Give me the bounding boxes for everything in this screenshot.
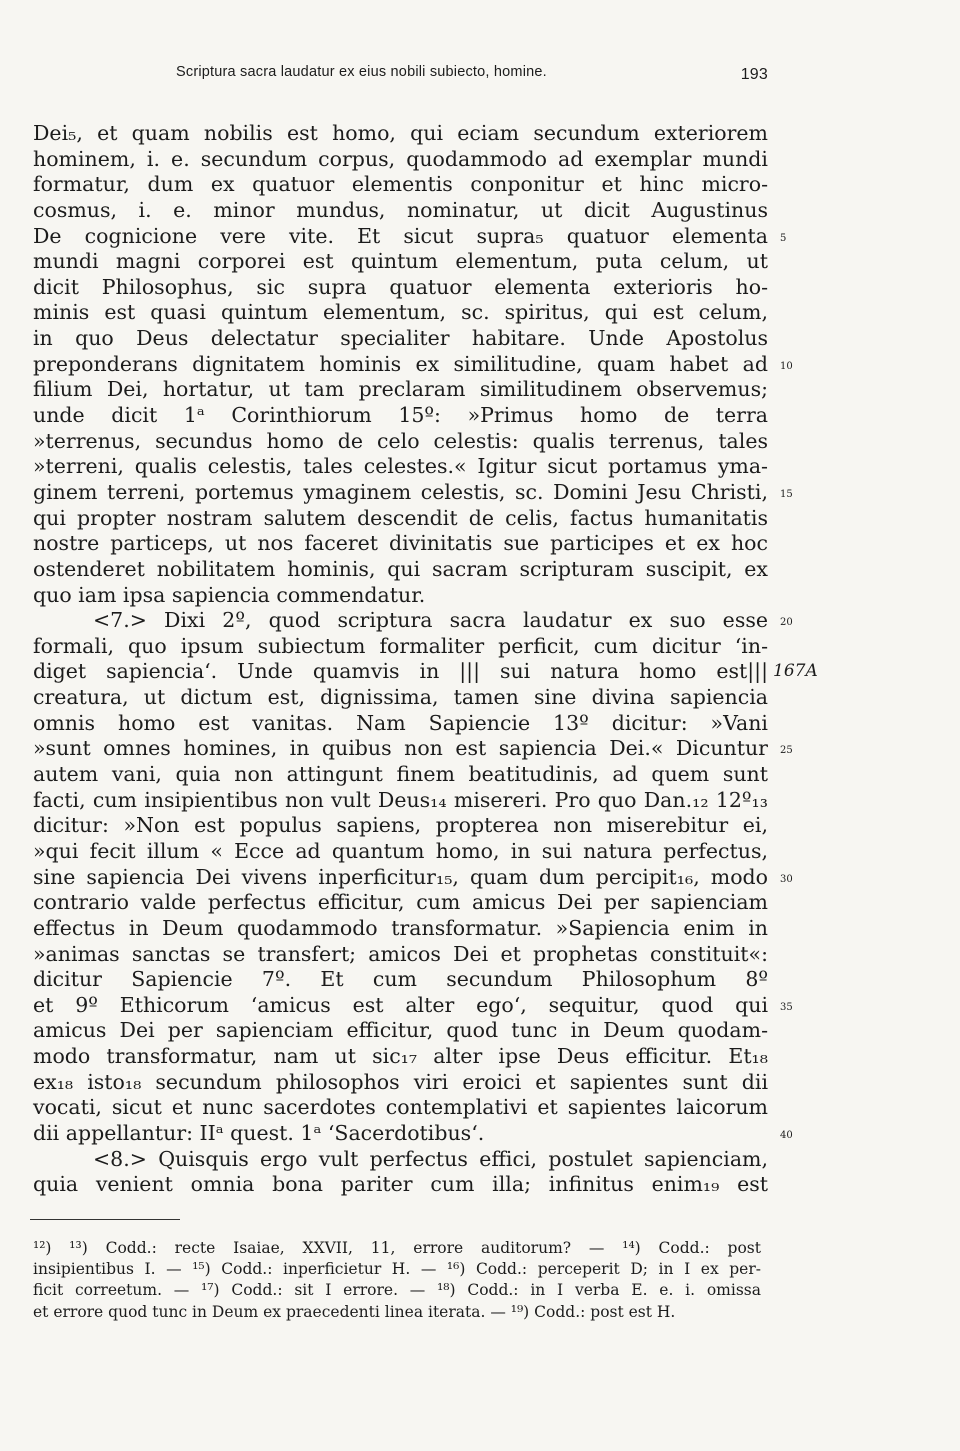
- text-line-content: dicit Philosophus, sic supra quatuor elementa exterioris ho-: [33, 274, 768, 299]
- text-line: [33, 942, 768, 968]
- text-line-content: mundi magni corporei est quintum elementum, puta celum, ut: [33, 249, 768, 274]
- text-line: [33, 198, 768, 224]
- folio-reference: 167A: [773, 661, 818, 682]
- text-line: [33, 147, 768, 173]
- text-line-content: <8.> Quisquis ergo vult perfectus effici, postulet sapienciam,: [93, 1146, 768, 1171]
- text-line-content: amicus Dei per sapienciam efficitur, quod tunc in Deum quodam-: [33, 1018, 768, 1043]
- text-line-content: cosmus, i. e. minor mundus, nominatur, ut dicit Augustinus: [33, 197, 768, 222]
- running-head: [176, 64, 768, 83]
- text-line-content: dii appellantur: IIᵃ quest. 1ᵃ ‘Sacerdotibus‘.: [33, 1120, 485, 1145]
- text-line-content: quo iam ipsa sapiencia commendatur.: [33, 582, 426, 607]
- text-line-content: qui propter nostram salutem descendit de celis, factus humanitatis: [33, 505, 768, 530]
- text-line-content: »sunt omnes homines, in quibus non est sapiencia Dei.« Dicuntur: [33, 736, 768, 761]
- text-line: [33, 506, 768, 532]
- text-line-content: Dei₅, et quam nobilis est homo, qui eciam secundum exteriorem: [33, 121, 768, 145]
- page-number: 193: [740, 66, 768, 83]
- text-line-content: quia venient omnia bona pariter cum illa; infinitus enim₁₉ est: [33, 1172, 768, 1197]
- text-line-content: »terrenus, secundus homo de celo celestis: qualis terrenus, tales: [33, 428, 768, 453]
- text-line-content: <7.> Dixi 2º, quod scriptura sacra laudatur ex suo esse: [93, 608, 768, 633]
- text-line: [33, 223, 787, 250]
- text-line-content: et 9º Ethicorum ‘amicus est alter ego‘, sequitur, quod qui: [33, 992, 768, 1017]
- text-line-content: ostenderet nobilitatem hominis, qui sacram scripturam suscipit, ex: [33, 556, 768, 581]
- text-line: [33, 121, 768, 147]
- text-line-content: hominem, i. e. secundum corpus, quodammodo ad exemplar mundi: [33, 146, 768, 171]
- text-line-content: »qui fecit illum « Ecce ad quantum homo, in sui natura perfectus,: [33, 838, 768, 863]
- text-line-content: dicitur: »Non est populus sapiens, propterea non miserebitur ei,: [33, 813, 768, 838]
- text-line-content: »animas sanctas se transfert; amicos Dei et prophetas constituit«:: [33, 941, 768, 966]
- text-line-content: unde dicit 1ᵃ Corinthiorum 15º: »Primus homo de terra: [33, 403, 768, 428]
- text-line-content: contrario valde perfectus efficitur, cum amicus Dei per sapienciam: [33, 890, 768, 915]
- text-line: [33, 659, 818, 685]
- line-number: 25: [780, 745, 793, 757]
- text-line: [33, 711, 768, 737]
- line-number: 40: [780, 1129, 793, 1141]
- text-line: [33, 403, 768, 429]
- running-head-title: Scriptura sacra laudatur ex eius nobili subiecto, homine.: [176, 64, 547, 80]
- text-line: [33, 916, 768, 942]
- footnote-line: et errore quod tunc in Deum ex praecedenti linea iterata. — ¹⁹) Codd.: post est H.: [33, 1302, 676, 1321]
- text-line-content: vocati, sicut et nunc sacerdotes contemplativi et sapientes laicorum: [33, 1095, 768, 1120]
- body-text: [33, 121, 818, 1198]
- text-line-content: nostre particeps, ut nos faceret divinitatis sue participes et ex hoc: [33, 531, 768, 556]
- text-line: [33, 839, 768, 865]
- text-line: [33, 557, 768, 583]
- text-line-content: modo transformatur, nam ut sic₁₇ alter ipse Deus efficitur. Et₁₈: [33, 1044, 768, 1069]
- text-line: [33, 890, 768, 916]
- text-line-content: in quo Deus delectatur specialiter habitare. Unde Apostolus: [33, 326, 768, 351]
- text-line: [33, 736, 793, 762]
- text-line: [33, 172, 768, 198]
- text-line-content: ginem terreni, portemus ymaginem celestis, sc. Domini Jesu Christi,: [33, 479, 768, 504]
- text-line-content: dicitur Sapiencie 7º. Et cum secundum Philosophum 8º: [33, 967, 768, 992]
- text-line: [33, 454, 768, 480]
- text-line-content: De cognicione vere vite. Et sicut supra₅ quatuor elementa: [33, 223, 768, 248]
- text-line: [33, 583, 768, 609]
- text-line: [33, 300, 768, 326]
- text-line: [33, 864, 793, 891]
- footnote-line: ficit correetum. — ¹⁷) Codd.: sit I errore. — ¹⁸) Codd.: in I verba E. e. i. omissa: [33, 1281, 761, 1300]
- text-line: [33, 788, 768, 814]
- footnote-line: ¹²) ¹³) Codd.: recte Isaiae, XXVII, 11, errore auditorum? — ¹⁴) Codd.: post: [33, 1239, 761, 1257]
- text-line-content: creatura, ut dictum est, dignissima, tamen sine divina sapiencia: [33, 685, 768, 710]
- text-line-content: preponderans dignitatem hominis ex similitudine, quam habet ad: [33, 351, 768, 376]
- text-line: [33, 1018, 768, 1044]
- text-line: [33, 249, 768, 275]
- text-line: [33, 608, 793, 634]
- text-line-content: »terreni, qualis celestis, tales celestes.« Igitur sicut portamus yma-: [33, 454, 768, 479]
- text-line: [33, 531, 768, 557]
- text-line: [33, 1044, 768, 1070]
- line-number: 20: [780, 617, 793, 629]
- text-line: [33, 1095, 768, 1121]
- text-line: [33, 1172, 768, 1198]
- text-line-content: facti, cum insipientibus non vult Deus₁₄ misereri. Pro quo Dan.₁₂ 12º₁₃: [33, 787, 768, 812]
- line-number: 10: [780, 360, 793, 372]
- text-line: [33, 967, 768, 993]
- footnotes: [33, 1238, 761, 1323]
- line-number: 35: [780, 1001, 793, 1013]
- text-line-content: diget sapiencia‘. Unde quamvis in ||| sui natura homo est|||: [33, 659, 768, 684]
- text-line: [33, 275, 768, 301]
- text-line-content: autem vani, quia non attingunt finem beatitudinis, ad quem sunt: [33, 762, 768, 787]
- text-line: [33, 762, 768, 788]
- footnote-divider: [30, 1219, 180, 1220]
- text-line-content: formali, quo ipsum subiectum formaliter perficit, cum dicitur ‘in-: [33, 633, 768, 658]
- text-line: [33, 685, 768, 711]
- text-line-content: minis est quasi quintum elementum, sc. spiritus, qui est celum,: [33, 300, 768, 325]
- text-line-content: omnis homo est vanitas. Nam Sapiencie 13º dicitur: »Vani: [33, 710, 768, 735]
- text-line: [33, 351, 793, 378]
- footnote-line: insipientibus I. — ¹⁵) Codd.: inperficietur H. — ¹⁶) Codd.: perceperit D; in I ex per-: [33, 1260, 761, 1279]
- line-number: 5: [780, 232, 787, 244]
- text-line: [33, 992, 793, 1019]
- text-line-content: ex₁₈ isto₁₈ secundum philosophos viri eroici et sapientes sunt dii: [33, 1069, 768, 1094]
- text-line-content: formatur, dum ex quatuor elementis conponitur et hinc micro-: [33, 172, 768, 197]
- text-line: [33, 813, 768, 839]
- text-line-content: effectus in Deum quodammodo transformatur. »Sapiencia enim in: [33, 915, 768, 940]
- line-number: 30: [780, 873, 793, 885]
- text-line: [33, 326, 768, 352]
- text-line: [33, 1070, 768, 1096]
- text-line: [33, 377, 768, 403]
- text-line: [33, 1147, 768, 1173]
- line-number: 15: [780, 488, 793, 500]
- text-line: [33, 429, 768, 455]
- text-line-content: filium Dei, hortatur, ut tam preclaram similitudinem observemus;: [33, 377, 768, 402]
- text-line: [33, 634, 768, 660]
- text-line-content: sine sapiencia Dei vivens inperficitur₁₅, quam dum percipit₁₆, modo: [33, 864, 768, 889]
- text-line: [33, 1120, 793, 1147]
- text-line: [33, 479, 793, 506]
